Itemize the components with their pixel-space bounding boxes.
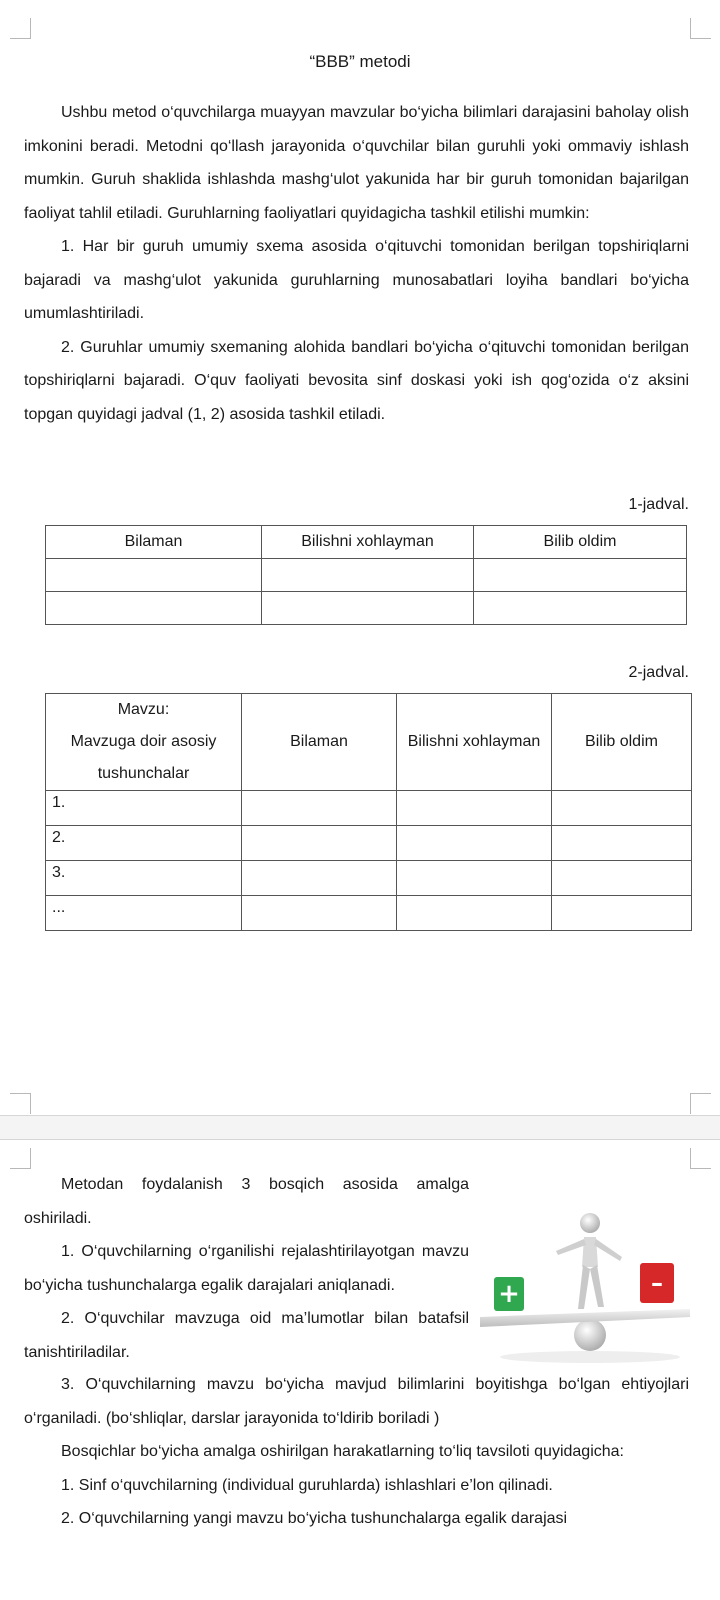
table-cell xyxy=(397,791,552,826)
table2-header-cell: Bilishni xohlayman xyxy=(397,694,552,791)
table-2 xyxy=(45,693,692,931)
table1-header-cell: Bilishni xohlayman xyxy=(262,526,474,559)
table1-caption: 1-jadval. xyxy=(628,496,689,513)
svg-text:–: – xyxy=(651,1269,663,1297)
stage-1: 1. O‘quvchilarning o‘rganilishi rejalashtirilayotgan mavzu bo‘yicha tushunchalarga egalik darajalari aniqlanadi. xyxy=(24,1243,469,1294)
paragraph-item-1: 1. Har bir guruh umumiy sxema asosida o‘qituvchi tomonidan berilgan topshiriqlarni bajaradi va mashg‘ulot yakunida guruhlarning munosabatlari loyiha bandlari bo‘yicha umumlashtiriladi. xyxy=(24,238,689,322)
crop-mark-top-left-2 xyxy=(10,1148,31,1169)
table-cell xyxy=(474,559,687,592)
table2-header-row xyxy=(46,694,692,791)
table-cell xyxy=(474,592,687,625)
table-row xyxy=(46,559,687,592)
table-cell xyxy=(552,791,692,826)
figure xyxy=(556,1213,622,1309)
table2-header-cell: Bilaman xyxy=(242,694,397,791)
shadow xyxy=(500,1351,680,1363)
table-row xyxy=(46,791,692,826)
table-1 xyxy=(45,525,687,625)
balance-illustration xyxy=(480,1205,690,1365)
table2-caption: 2-jadval. xyxy=(628,664,689,681)
table-cell xyxy=(46,559,262,592)
row-number: 1. xyxy=(46,791,242,826)
crop-mark-top-left xyxy=(10,18,31,39)
crop-mark-top-right xyxy=(690,18,711,39)
stages-intro: Metodan foydalanish 3 bosqich asosida amalga oshiriladi. xyxy=(24,1176,469,1227)
table1-header-cell: Bilib oldim xyxy=(474,526,687,559)
row-number: ... xyxy=(46,896,242,931)
table-row xyxy=(46,826,692,861)
details-intro: Bosqichlar bo‘yicha amalga oshirilgan harakatlarning to‘liq tavsiloti quyidagicha: xyxy=(61,1443,624,1460)
crop-mark-bottom-right xyxy=(690,1093,711,1114)
table-cell xyxy=(552,896,692,931)
row-number: 3. xyxy=(46,861,242,896)
page-title: “BBB” metodi xyxy=(309,52,411,71)
table-cell xyxy=(397,861,552,896)
table1-header-row xyxy=(46,526,687,559)
stage-2: 2. O‘quvchilar mavzuga oid ma’lumotlar bilan batafsil tanishtiriladilar. xyxy=(24,1310,469,1361)
table-row xyxy=(46,896,692,931)
table-cell xyxy=(262,592,474,625)
table-cell xyxy=(242,826,397,861)
table2-header-cell: Bilib oldim xyxy=(552,694,692,791)
table-cell xyxy=(242,791,397,826)
crop-mark-bottom-left xyxy=(10,1093,31,1114)
table2-header-topic xyxy=(46,694,242,791)
intro-text xyxy=(24,96,689,431)
table-cell xyxy=(552,826,692,861)
table-cell xyxy=(262,559,474,592)
plus-box xyxy=(494,1277,524,1311)
page-gap xyxy=(0,1115,720,1140)
table-cell xyxy=(397,896,552,931)
paragraph-intro: Ushbu metod o‘quvchilarga muayyan mavzular bo‘yicha bilimlari darajasini baholay olish imkonini beradi. Metodni qo‘llash jarayonida o‘quvchilar bilan guruhli yoki ommaviy ishlash mumkin. Guruh shaklida ishlashda mashg‘ulot yakunida har bir guruh tomonidan bajarilgan faoliyat tahlil etiladi. Guruhlarning faoliyatlari quyidagicha tashkil etilishi mumkin: xyxy=(24,104,689,222)
fulcrum-ball xyxy=(574,1319,606,1351)
header-text: Mavzu: Mavzuga doir asosiy tushunchalar xyxy=(70,701,217,782)
svg-text:+: + xyxy=(498,1279,520,1309)
table-row xyxy=(46,861,692,896)
minus-box xyxy=(640,1263,674,1303)
table-cell xyxy=(242,896,397,931)
table1-header-cell: Bilaman xyxy=(46,526,262,559)
table-cell xyxy=(397,826,552,861)
paragraph-item-2: 2. Guruhlar umumiy sxemaning alohida bandlari bo‘yicha o‘qituvchi tomonidan berilgan topshiriqlarni bajaradi. O‘quv faoliyati bevosita sinf doskasi yoki ish qog‘ozida o‘z aksini topgan quyidagi jadval (1, 2) asosida tashkil etiladi. xyxy=(24,338,689,423)
table-cell xyxy=(242,861,397,896)
page2-narrow-text xyxy=(24,1168,469,1369)
table-cell xyxy=(552,861,692,896)
table-row xyxy=(46,592,687,625)
detail-2: 2. O‘quvchilarning yangi mavzu bo‘yicha tushunchalarga egalik darajasi xyxy=(61,1510,568,1527)
detail-1: 1. Sinf o‘quvchilarning (individual guruhlarda) ishlashlari e’lon qilinadi. xyxy=(61,1476,553,1494)
page2-wide-text xyxy=(24,1368,689,1536)
crop-mark-top-right-2 xyxy=(690,1148,711,1169)
stage-3: 3. O‘quvchilarning mavzu bo‘yicha mavjud bilimlarini boyitishga bo‘lgan ehtiyojlari o‘rganiladi. (bo‘shliqlar, darslar jarayonida to‘ldirib boriladi ) xyxy=(24,1376,689,1427)
table-cell xyxy=(46,592,262,625)
row-number: 2. xyxy=(46,826,242,861)
